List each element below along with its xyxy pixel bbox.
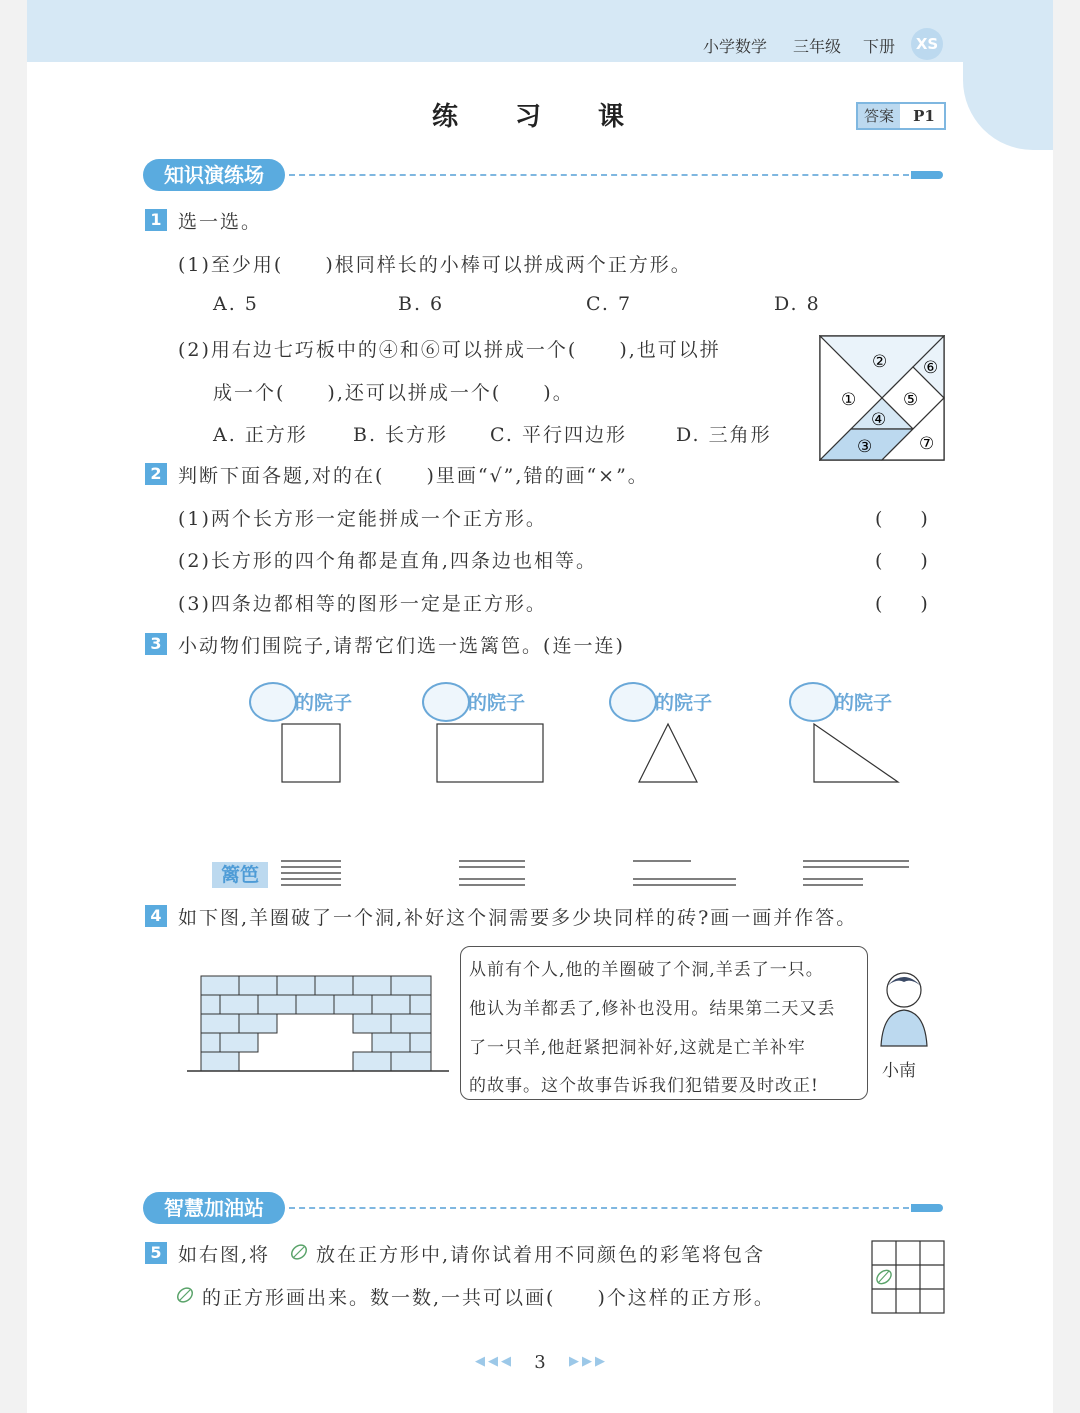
broken-wall-figure: [187, 972, 449, 1076]
question-stem: 判断下面各题,对的在( )里画“√”,错的画“×”。: [178, 465, 649, 487]
option-a: A. 正方形: [213, 424, 308, 446]
cat-icon: [249, 682, 297, 722]
triangle-yard: [639, 724, 697, 782]
option-a: A. 5: [213, 293, 259, 315]
header-volume: 下册: [863, 37, 896, 56]
fence-label: 篱笆: [212, 862, 268, 888]
series-badge: XS: [911, 28, 943, 60]
question-number: 4: [145, 905, 167, 927]
tangram-label: ③: [857, 437, 873, 457]
answer-blank[interactable]: ( ): [875, 550, 928, 572]
answer-label: 答案: [858, 104, 900, 128]
option-d: D. 三角形: [676, 424, 772, 446]
story-line: 他认为羊都丢了,修补也没用。结果第二天又丢: [469, 999, 836, 1019]
option-b: B. 长方形: [353, 424, 449, 446]
answer-reference[interactable]: [856, 102, 946, 130]
answer-blank[interactable]: ( ): [875, 508, 928, 530]
square-grid-figure: [871, 1240, 945, 1314]
right-triangle-yard: [814, 724, 898, 782]
question-stem: 如下图,羊圈破了一个洞,补好这个洞需要多少块同样的砖?画一画并作答。: [178, 907, 858, 929]
yard-shapes: [267, 720, 927, 790]
top-banner: [27, 0, 1053, 62]
pencil-icon: [911, 1204, 943, 1212]
option-c: C. 平行四边形: [490, 424, 627, 446]
cat-yard-label: 的院子: [249, 678, 369, 722]
section-divider: [289, 1207, 909, 1209]
next-arrows-icon: ▶▶▶: [569, 1354, 608, 1369]
fox-icon: [789, 682, 837, 722]
character-name: 小南: [882, 1061, 916, 1081]
giraffe-icon: [609, 682, 657, 722]
leaf-icon: [874, 1268, 893, 1287]
prev-arrows-icon: ◀◀◀: [475, 1354, 514, 1369]
square-yard: [282, 724, 340, 782]
giraffe-yard-label: 的院子: [609, 678, 729, 722]
tangram-label: ⑦: [919, 434, 935, 454]
answer-page: P1: [913, 107, 935, 125]
story-line: 的故事。这个故事告诉我们犯错要及时改正!: [469, 1076, 819, 1096]
q1-part1: (1)至少用( )根同样长的小棒可以拼成两个正方形。: [178, 254, 692, 276]
option-b: B. 6: [398, 293, 445, 315]
answer-blank[interactable]: ( ): [875, 593, 928, 615]
fence-option-2: [459, 861, 525, 885]
tangram-label: ②: [872, 352, 888, 372]
judge-item: (1)两个长方形一定能拼成一个正方形。: [178, 508, 547, 530]
tangram-label: ④: [871, 410, 887, 430]
judge-item: (2)长方形的四个角都是直角,四条边也相等。: [178, 550, 597, 572]
fence-option-3: [633, 861, 736, 885]
question-stem: 小动物们围院子,请帮它们选一选篱笆。(连一连): [178, 635, 625, 657]
option-c: C. 7: [586, 293, 633, 315]
q5-line2: 的正方形画出来。数一数,一共可以画( )个这样的正方形。: [202, 1287, 775, 1309]
tangram-label: ①: [841, 390, 857, 410]
fence-option-4: [803, 861, 909, 885]
page-title: 练 习 课: [431, 102, 649, 132]
option-d: D. 8: [774, 293, 821, 315]
fox-yard-label: 的院子: [789, 678, 909, 722]
boy-character-icon: [875, 968, 933, 1048]
tangram-label: ⑤: [903, 390, 919, 410]
leaf-icon: [175, 1285, 195, 1305]
pencil-icon: [911, 171, 943, 179]
tangram-figure: [819, 335, 945, 461]
q5-line1-start: 如右图,将: [178, 1244, 271, 1266]
story-line: 了一只羊,他赶紧把洞补好,这就是亡羊补牢: [469, 1038, 806, 1058]
question-stem: 选一选。: [178, 211, 263, 233]
elephant-yard-label: 的院子: [422, 678, 542, 722]
header-subject: 小学数学: [703, 37, 768, 56]
section-heading-challenge: 智慧加油站: [143, 1192, 285, 1224]
fence-option-1: [281, 861, 341, 885]
q1-part2-line1: (2)用右边七巧板中的④和⑥可以拼成一个( ),也可以拼: [178, 339, 721, 361]
tangram-label: ⑥: [923, 358, 939, 378]
story-line: 从前有个人,他的羊圈破了个洞,羊丢了一只。: [469, 960, 824, 980]
section-divider: [289, 174, 909, 176]
elephant-icon: [422, 682, 470, 722]
section-heading-practice: 知识演练场: [143, 159, 285, 191]
top-banner-curve: [963, 40, 1053, 150]
q1-part2-line2: 成一个( ),还可以拼成一个( )。: [213, 382, 574, 404]
rectangle-yard: [437, 724, 543, 782]
page-number: 3: [534, 1352, 546, 1373]
fence-options: [277, 855, 917, 891]
question-number: 3: [145, 633, 167, 655]
worksheet-page: [27, 0, 1053, 1413]
question-number: 2: [145, 463, 167, 485]
leaf-icon: [289, 1242, 309, 1262]
header-grade: 三年级: [793, 37, 842, 56]
story-bubble: [460, 946, 868, 1100]
question-number: 1: [145, 209, 167, 231]
judge-item: (3)四条边都相等的图形一定是正方形。: [178, 593, 547, 615]
q5-line1-end: 放在正方形中,请你试着用不同颜色的彩笔将包含: [316, 1244, 766, 1266]
question-number: 5: [145, 1242, 167, 1264]
